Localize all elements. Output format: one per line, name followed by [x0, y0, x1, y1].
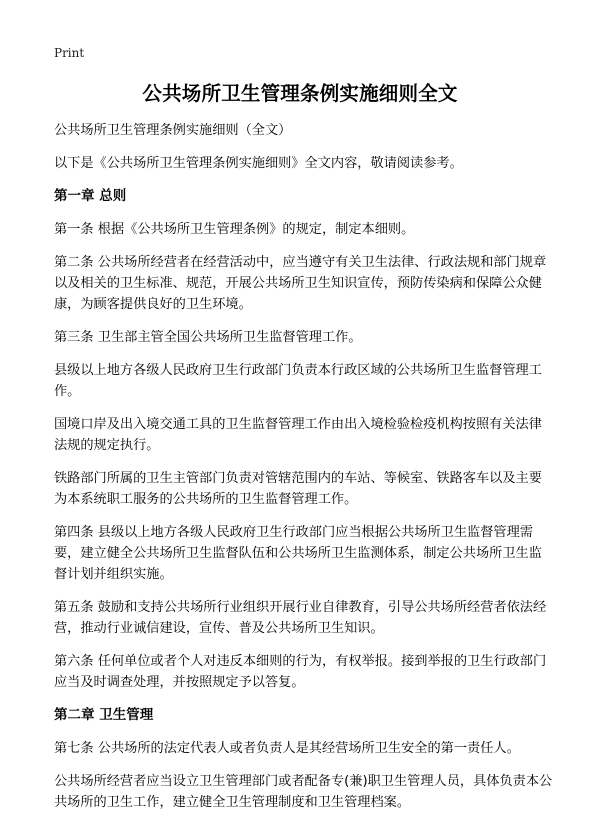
article-paragraph: 第五条 鼓励和支持公共场所行业组织开展行业自律教育，引导公共场所经营者依法经营，推动行业诚信建设，宣传、普及公共场所卫生知识。: [54, 600, 547, 636]
document-body: [54, 120, 553, 825]
chapter-heading: 第二章 卫生管理: [54, 707, 154, 723]
chapter-heading: 第一章 总则: [54, 188, 127, 204]
intro-paragraph: 以下是《公共场所卫生管理条例实施细则》全文内容，敬请阅读参考。: [54, 156, 463, 171]
article-paragraph: 国境口岸及出入境交通工具的卫生监督管理工作由出入境检验检疫机构按照有关法律法规的规定执行。: [54, 417, 542, 453]
article-paragraph: 第六条 任何单位或者个人对违反本细则的行为，有权举报。接到举报的卫生行政部门应当及时调查处理，并按照规定予以答复。: [54, 654, 547, 690]
print-link[interactable]: Print: [54, 46, 85, 60]
article-paragraph: 第二条 公共场所经营者在经营活动中，应当遵守有关卫生法律、行政法规和部门规章以及相关的卫生标准、规范，开展公共场所卫生知识宣传，预防传染病和保障公众健康，为顾客提供良好的卫生环境。: [54, 255, 547, 312]
article-paragraph: 县级以上地方各级人民政府卫生行政部门负责本行政区域的公共场所卫生监督管理工作。: [54, 363, 542, 399]
article-paragraph: 第一条 根据《公共场所卫生管理条例》的规定，制定本细则。: [54, 222, 415, 237]
article-paragraph: 公共场所经营者应当设立卫生管理部门或者配备专(兼)职卫生管理人员，具体负责本公共场所的卫生工作，建立健全卫生管理制度和卫生管理档案。: [54, 774, 553, 810]
article-paragraph: 铁路部门所属的卫生主管部门负责对管辖范围内的车站、等候室、铁路客车以及主要为本系统职工服务的公共场所的卫生监督管理工作。: [54, 471, 542, 507]
article-paragraph: 第七条 公共场所的法定代表人或者负责人是其经营场所卫生安全的第一责任人。: [54, 741, 520, 756]
article-paragraph: 第三条 卫生部主管全国公共场所卫生监督管理工作。: [54, 330, 362, 345]
document-subtitle: 公共场所卫生管理条例实施细则（全文）: [54, 123, 292, 138]
page-title: 公共场所卫生管理条例实施细则全文: [142, 82, 458, 105]
article-paragraph: 第四条 县级以上地方各级人民政府卫生行政部门应当根据公共场所卫生监督管理需要，建立健全公共场所卫生监督队伍和公共场所卫生监测体系，制定公共场所卫生监督计划并组织实施。: [54, 525, 542, 582]
